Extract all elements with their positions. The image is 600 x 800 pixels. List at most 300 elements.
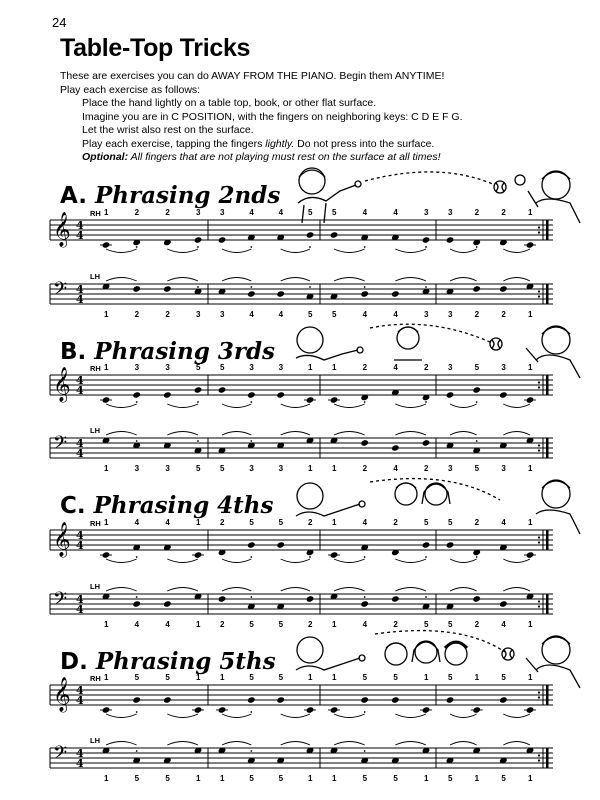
note [132,600,141,607]
final-barline [546,438,549,458]
finger-number: 4 [501,620,506,629]
note [218,595,227,602]
staccato-dot [197,711,199,713]
slur [503,742,530,746]
slur [503,404,530,408]
finger-number: 1 [104,310,109,319]
slur [281,404,310,408]
finger-number: 5 [220,464,225,473]
finger-number: 1 [308,774,313,783]
staccato-dot [197,556,199,558]
repeat-dot [538,759,540,761]
staccato-dot [309,556,311,558]
time-signature-top: 4 [76,747,84,760]
note [499,696,508,703]
staccato-dot [364,246,366,248]
repeat-dot [538,290,540,292]
slur [222,432,251,436]
slur [167,714,198,718]
staccato-dot [529,711,531,713]
note [391,444,400,451]
time-signature-top: 4 [76,283,84,296]
slur [503,432,530,436]
lh-staff [50,426,553,473]
finger-number: 4 [393,464,398,473]
slur [395,714,426,718]
intro-line: These are exercises you can do AWAY FROM THE PIANO. Begin them ANYTIME! [60,70,445,82]
staccato-dot [136,711,138,713]
note [218,236,227,243]
slur [106,404,137,408]
slur [222,742,251,746]
note [276,696,285,703]
finger-number: 5 [308,310,313,319]
finger-number: 2 [220,620,225,629]
staccato-dot [250,750,252,752]
finger-number: 4 [278,208,284,217]
finger-number: 1 [104,363,109,372]
finger-number: 1 [308,673,313,682]
repeat-dot [538,386,540,388]
finger-number: 5 [474,464,480,473]
section-letter: A. [60,183,87,209]
note [102,241,111,248]
finger-number: 1 [528,208,533,217]
slur [334,432,365,436]
finger-number: 5 [308,208,313,217]
finger-number: 5 [278,620,284,629]
repeat-dot [538,295,540,297]
repeat-dot [538,231,540,233]
finger-number: 2 [220,518,225,527]
slur [167,559,198,563]
slur [222,404,251,408]
time-signature-top: 4 [76,374,84,387]
finger-number: 1 [528,464,533,473]
hand-label: LH [90,426,100,435]
finger-number: 2 [393,620,398,629]
bass-clef-icon: 𝄢 [53,433,68,458]
finger-number: 4 [134,620,140,629]
slur [503,249,530,253]
staccato-dot [250,246,252,248]
final-barline [546,284,549,304]
rh-staff [50,518,553,563]
time-signature-bottom: 4 [76,603,84,616]
staccato-dot [425,750,427,752]
finger-number: 3 [448,464,453,473]
note [132,391,141,398]
slur [281,714,310,718]
time-signature-bottom: 4 [76,293,84,306]
staccato-dot [476,286,478,288]
finger-number: 4 [362,518,368,527]
note [218,706,227,713]
finger-number: 1 [528,774,533,783]
finger-number: 2 [134,310,140,319]
finger-number: 5 [424,620,429,629]
staccato-dot [476,556,478,558]
final-barline [546,685,549,705]
finger-number: 5 [424,518,429,527]
slur [106,278,137,282]
finger-number: 4 [393,208,398,217]
slur [450,278,477,282]
note [360,696,369,703]
repeat-dot [538,691,540,693]
finger-number: 3 [278,363,284,372]
finger-number: 2 [474,208,480,217]
slur [334,278,365,282]
repeat-dot [538,449,540,451]
finger-number: 5 [249,620,254,629]
finger-number: 5 [278,673,284,682]
staccato-dot [476,711,478,713]
finger-number: 1 [196,518,201,527]
staccato-dot [364,556,366,558]
bass-clef-icon: 𝄢 [53,743,68,768]
finger-number: 5 [165,774,170,783]
slur [281,742,310,746]
staccato-dot [476,401,478,403]
slur [106,742,137,746]
note [391,290,400,297]
slur [503,588,530,592]
staccato-dot [476,750,478,752]
final-barline [546,375,549,395]
finger-number: 1 [332,518,337,527]
slur [450,432,477,436]
time-signature-bottom: 4 [76,384,84,397]
note [276,290,285,297]
slur [334,404,365,408]
note [391,696,400,703]
note [472,386,481,393]
staccato-dot [364,401,366,403]
finger-number: 1 [332,464,337,473]
intro-line: Play each exercise as follows: [60,83,201,96]
rh-staff [50,208,553,253]
staccato-dot [250,596,252,598]
note [102,396,111,403]
optional-text: All fingers that are not playing must rest on the surface at all times! [128,151,441,163]
note [446,541,455,548]
lh-staff [50,736,553,783]
note [499,285,508,292]
finger-number: 1 [196,673,201,682]
finger-number: 2 [134,208,140,217]
note [163,391,172,398]
note [163,600,172,607]
finger-number: 5 [332,208,337,217]
instruction-step: Imagine you are in C POSITION, with the fingers on neighboring keys: C D E F G. [82,110,463,123]
staccato-dot [197,596,199,598]
finger-number: 1 [104,518,109,527]
finger-number: 2 [165,310,170,319]
finger-number: 1 [104,464,109,473]
staccato-dot [197,246,199,248]
slur [281,278,310,282]
finger-number: 1 [424,673,429,682]
time-signature-top: 4 [76,219,84,232]
repeat-dot [538,605,540,607]
note [194,236,203,243]
finger-number: 3 [196,208,201,217]
note [247,541,256,548]
note [102,551,111,558]
slur [167,404,198,408]
staccato-dot [309,440,311,442]
finger-number: 5 [448,620,453,629]
finger-number: 5 [448,774,453,783]
time-signature-top: 4 [76,529,84,542]
finger-number: 2 [474,620,480,629]
repeat-dot [538,381,540,383]
staccato-dot [425,246,427,248]
finger-number: 5 [448,518,453,527]
note [330,706,339,713]
finger-number: 5 [278,518,284,527]
time-signature-bottom: 4 [76,757,84,770]
slur [222,714,251,718]
finger-number: 4 [362,620,368,629]
finger-number: 5 [196,464,201,473]
slur [106,432,137,436]
slur [281,432,310,436]
repeat-dot [538,541,540,543]
finger-number: 4 [362,208,368,217]
staccato-dot [529,556,531,558]
note [446,391,455,398]
finger-number: 3 [220,208,225,217]
finger-number: 3 [278,464,284,473]
staccato-dot [425,440,427,442]
finger-number: 1 [528,363,533,372]
rh-staff [50,363,553,408]
finger-number: 4 [362,310,368,319]
staccato-dot [309,401,311,403]
finger-number: 2 [474,310,480,319]
staccato-dot [197,401,199,403]
staccato-dot [136,401,138,403]
finger-number: 1 [104,208,109,217]
staccato-dot [136,440,138,442]
time-signature-bottom: 4 [76,539,84,552]
note [391,595,400,602]
slur [167,588,198,592]
finger-number: 2 [362,363,368,372]
slur [222,588,251,592]
note [102,706,111,713]
finger-number: 5 [362,673,368,682]
finger-number: 5 [196,363,201,372]
repeat-dot [538,226,540,228]
finger-number: 2 [474,518,480,527]
finger-number: 1 [104,620,109,629]
hand-label: LH [90,582,100,591]
staccato-dot [136,556,138,558]
staccato-dot [197,750,199,752]
slur [222,249,251,253]
finger-number: 1 [104,774,109,783]
finger-number: 4 [249,310,254,319]
hand-label: RH [90,674,101,683]
time-signature-bottom: 4 [76,447,84,460]
slur [450,714,477,718]
finger-number: 1 [528,620,533,629]
section-letter: D. [60,649,88,675]
finger-number: 1 [332,673,337,682]
finger-number: 1 [528,310,533,319]
staccato-dot [250,401,252,403]
staccato-dot [136,286,138,288]
finger-number: 1 [424,774,429,783]
finger-number: 3 [165,464,170,473]
bass-clef-icon: 𝄢 [53,589,68,614]
time-signature-bottom: 4 [76,694,84,707]
note [247,290,256,297]
finger-number: 1 [332,774,337,783]
finger-number: 5 [220,363,225,372]
section-letter: B. [60,339,87,365]
staccato-dot [425,596,427,598]
slur [450,404,477,408]
finger-number: 5 [165,673,170,682]
finger-number: 4 [249,208,254,217]
note [360,290,369,297]
slur [167,432,198,436]
slur [503,559,530,563]
slur [281,588,310,592]
lh-staff [50,272,553,319]
staccato-dot [425,556,427,558]
staccato-dot [197,440,199,442]
note [163,696,172,703]
slur [222,559,251,563]
section-name: Phrasing 4ths [93,492,274,519]
repeat-dot [538,754,540,756]
time-signature-top: 4 [76,593,84,606]
note [132,696,141,703]
lh-staff [50,582,553,629]
staccato-dot [529,246,531,248]
hand-label: RH [90,364,101,373]
repeat-dot [538,536,540,538]
slur [395,742,426,746]
finger-number: 2 [424,464,429,473]
slur [334,588,365,592]
staccato-dot [364,750,366,752]
finger-number: 1 [332,620,337,629]
finger-number: 3 [448,310,453,319]
finger-number: 5 [448,673,453,682]
note [360,600,369,607]
note [276,391,285,398]
slur [334,249,365,253]
finger-number: 5 [134,774,140,783]
slur [281,559,310,563]
staccato-dot [529,750,531,752]
finger-number: 5 [501,673,506,682]
staccato-dot [136,750,138,752]
finger-number: 2 [308,620,313,629]
slur [106,588,137,592]
slur [167,278,198,282]
slur [395,249,426,253]
staccato-dot [364,440,366,442]
finger-number: 3 [220,310,225,319]
finger-number: 5 [249,774,254,783]
section-name: Phrasing 2nds [94,182,281,209]
rh-staff [50,673,553,718]
staccato-dot [309,711,311,713]
step-text: Play each exercise, tapping the fingers [82,137,266,150]
slur [334,714,365,718]
staccato-dot [250,711,252,713]
finger-number: 2 [501,208,506,217]
finger-number: 2 [308,518,313,527]
finger-number: 1 [104,673,109,682]
finger-number: 1 [528,518,533,527]
repeat-dot [538,444,540,446]
staccato-dot [309,246,311,248]
note [499,391,508,398]
slur [450,559,477,563]
finger-number: 5 [501,774,506,783]
finger-number: 1 [220,774,225,783]
staccato-dot [197,286,199,288]
note [446,696,455,703]
finger-number: 3 [448,208,453,217]
staccato-dot [364,596,366,598]
finger-number: 2 [393,518,398,527]
repeat-dot [538,600,540,602]
slur [395,278,426,282]
staccato-dot [364,711,366,713]
finger-number: 1 [474,673,480,682]
finger-number: 1 [308,464,313,473]
finger-number: 3 [424,310,429,319]
slur [334,559,365,563]
staccato-dot [529,596,531,598]
finger-number: 2 [501,310,506,319]
finger-number: 4 [165,620,170,629]
slur [281,249,310,253]
finger-number: 3 [165,363,170,372]
finger-number: 3 [424,208,429,217]
finger-number: 4 [278,310,284,319]
note [446,236,455,243]
time-signature-top: 4 [76,684,84,697]
final-barline [546,748,549,768]
staccato-dot [250,440,252,442]
finger-number: 3 [501,363,506,372]
slur [395,559,426,563]
finger-number: 4 [165,518,170,527]
finger-number: 3 [196,310,201,319]
finger-number: 3 [134,464,140,473]
treble-clef-icon: 𝄞 [53,677,71,712]
step-emphasis: lightly. [265,137,295,150]
finger-number: 3 [249,464,254,473]
note [330,231,339,238]
note [422,236,431,243]
note [163,285,172,292]
finger-number: 1 [308,363,313,372]
note [247,391,256,398]
finger-number: 5 [393,673,398,682]
finger-number: 4 [501,518,506,527]
